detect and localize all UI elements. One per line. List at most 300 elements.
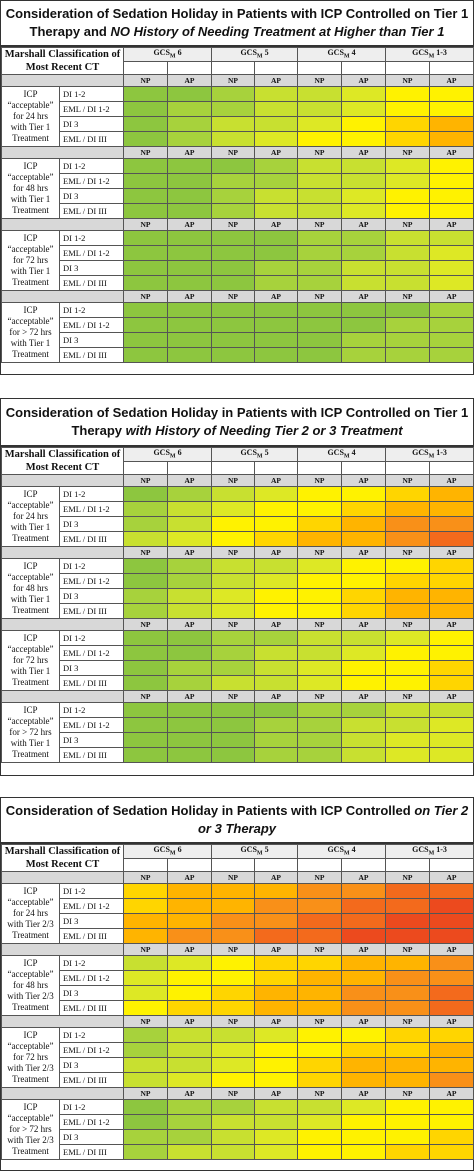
ct-class-label: DI 1-2 bbox=[60, 159, 124, 174]
icp-label-line: Treatment bbox=[12, 1146, 49, 1156]
risk-color-cell bbox=[430, 703, 474, 718]
subheader-spacer bbox=[2, 147, 124, 159]
np-column-header: NP bbox=[386, 872, 430, 884]
gcs-prefix: GCS bbox=[240, 845, 257, 855]
ap-column-header: AP bbox=[255, 147, 298, 159]
risk-color-cell bbox=[430, 986, 474, 1001]
ap-column-header: AP bbox=[342, 147, 386, 159]
risk-color-cell bbox=[168, 117, 212, 132]
risk-color-cell bbox=[255, 661, 298, 676]
risk-color-cell bbox=[255, 559, 298, 574]
gcs-group-header bbox=[298, 48, 386, 62]
risk-color-cell bbox=[342, 487, 386, 502]
gcs-group-header bbox=[124, 845, 212, 859]
grid-row bbox=[2, 532, 474, 547]
np-column-header: NP bbox=[298, 547, 342, 559]
risk-color-cell bbox=[168, 1043, 212, 1058]
risk-color-cell bbox=[212, 132, 255, 147]
risk-color-cell bbox=[298, 102, 342, 117]
risk-color-cell bbox=[212, 117, 255, 132]
np-column-header: NP bbox=[298, 475, 342, 487]
icp-label-line: ICP bbox=[23, 161, 38, 171]
gcs-subscript: M bbox=[428, 54, 435, 61]
ap-column-header: AP bbox=[168, 691, 212, 703]
ap-column-header: AP bbox=[342, 1088, 386, 1100]
risk-color-cell bbox=[168, 929, 212, 944]
icp-duration-label bbox=[2, 631, 60, 691]
risk-color-cell bbox=[298, 914, 342, 929]
risk-color-cell bbox=[430, 733, 474, 748]
icp-label-line: for > 72 hrs bbox=[9, 727, 52, 737]
grid-row bbox=[2, 559, 474, 574]
risk-color-cell bbox=[342, 261, 386, 276]
risk-color-cell bbox=[124, 1058, 168, 1073]
icp-label-line: for 72 hrs bbox=[13, 1052, 48, 1062]
grid-row bbox=[2, 631, 474, 646]
ap-column-header: AP bbox=[255, 1088, 298, 1100]
risk-color-cell bbox=[298, 574, 342, 589]
grid-row bbox=[2, 303, 474, 318]
risk-color-cell bbox=[255, 117, 298, 132]
risk-color-cell bbox=[255, 532, 298, 547]
risk-color-cell bbox=[168, 604, 212, 619]
risk-color-cell bbox=[298, 703, 342, 718]
risk-color-cell bbox=[342, 502, 386, 517]
risk-color-cell bbox=[168, 231, 212, 246]
np-column-header: NP bbox=[212, 147, 255, 159]
risk-color-cell bbox=[298, 971, 342, 986]
risk-color-cell bbox=[212, 348, 255, 363]
risk-color-cell bbox=[212, 1115, 255, 1130]
risk-color-cell bbox=[298, 899, 342, 914]
subheader-spacer bbox=[2, 291, 124, 303]
risk-color-cell bbox=[124, 276, 168, 291]
grid-row bbox=[2, 517, 474, 532]
grid-row bbox=[2, 1145, 474, 1160]
risk-color-cell bbox=[342, 1115, 386, 1130]
np-column-header: NP bbox=[298, 147, 342, 159]
ap-column-header: AP bbox=[168, 872, 212, 884]
icp-label-line: for 24 hrs bbox=[13, 908, 48, 918]
ct-class-label: EML / DI III bbox=[60, 1001, 124, 1016]
panel-title-text bbox=[5, 404, 469, 440]
risk-color-cell bbox=[342, 748, 386, 763]
risk-color-cell bbox=[386, 956, 430, 971]
risk-color-cell bbox=[298, 676, 342, 691]
gcs-prefix: GCS bbox=[327, 448, 344, 458]
np-column-header: NP bbox=[124, 872, 168, 884]
risk-color-cell bbox=[255, 748, 298, 763]
risk-color-cell bbox=[430, 532, 474, 547]
risk-color-cell bbox=[342, 661, 386, 676]
grid-row bbox=[2, 914, 474, 929]
risk-color-cell bbox=[342, 333, 386, 348]
gcs-suffix: 6 bbox=[175, 448, 182, 458]
risk-color-cell bbox=[386, 333, 430, 348]
risk-color-cell bbox=[255, 884, 298, 899]
risk-color-cell bbox=[386, 348, 430, 363]
icp-duration-label bbox=[2, 956, 60, 1016]
risk-color-cell bbox=[298, 1043, 342, 1058]
gcs-prefix: GCS bbox=[327, 845, 344, 855]
header-spacer-cell bbox=[212, 61, 255, 75]
gcs-suffix: 4 bbox=[349, 48, 356, 58]
icp-label-line: with Tier 1 bbox=[10, 194, 51, 204]
risk-color-cell bbox=[430, 487, 474, 502]
sedation-grid bbox=[1, 447, 474, 763]
risk-color-cell bbox=[430, 102, 474, 117]
np-column-header: NP bbox=[298, 691, 342, 703]
risk-color-cell bbox=[342, 899, 386, 914]
risk-color-cell bbox=[212, 87, 255, 102]
risk-color-cell bbox=[342, 1073, 386, 1088]
ap-column-header: AP bbox=[255, 547, 298, 559]
risk-color-cell bbox=[168, 318, 212, 333]
gcs-subscript: M bbox=[343, 54, 350, 61]
risk-color-cell bbox=[342, 1001, 386, 1016]
ct-class-label: EML / DI III bbox=[60, 532, 124, 547]
risk-color-cell bbox=[386, 517, 430, 532]
risk-color-cell bbox=[386, 318, 430, 333]
grid-row bbox=[2, 117, 474, 132]
risk-color-cell bbox=[168, 348, 212, 363]
risk-color-cell bbox=[124, 87, 168, 102]
ct-class-label: DI 1-2 bbox=[60, 303, 124, 318]
risk-color-cell bbox=[255, 703, 298, 718]
grid-row bbox=[2, 87, 474, 102]
ap-column-header: AP bbox=[342, 944, 386, 956]
risk-color-cell bbox=[168, 159, 212, 174]
risk-color-cell bbox=[168, 1058, 212, 1073]
risk-color-cell bbox=[430, 1001, 474, 1016]
risk-color-cell bbox=[298, 1058, 342, 1073]
np-column-header: NP bbox=[124, 619, 168, 631]
ap-column-header: AP bbox=[430, 691, 474, 703]
grid-row bbox=[2, 718, 474, 733]
risk-color-cell bbox=[255, 676, 298, 691]
risk-color-cell bbox=[124, 661, 168, 676]
risk-color-cell bbox=[386, 676, 430, 691]
risk-color-cell bbox=[386, 502, 430, 517]
risk-color-cell bbox=[255, 348, 298, 363]
risk-color-cell bbox=[212, 189, 255, 204]
risk-color-cell bbox=[342, 132, 386, 147]
gcs-prefix: GCS bbox=[412, 48, 429, 58]
risk-color-cell bbox=[212, 914, 255, 929]
icp-label-line: with Tier 1 bbox=[10, 594, 51, 604]
risk-color-cell bbox=[168, 559, 212, 574]
ap-column-header: AP bbox=[255, 291, 298, 303]
risk-color-cell bbox=[342, 574, 386, 589]
header-spacer-cell bbox=[124, 461, 168, 475]
risk-color-cell bbox=[255, 631, 298, 646]
risk-color-cell bbox=[124, 884, 168, 899]
risk-color-cell bbox=[212, 333, 255, 348]
risk-color-cell bbox=[430, 676, 474, 691]
gcs-group-header bbox=[298, 448, 386, 462]
risk-color-cell bbox=[298, 1130, 342, 1145]
ct-class-label: EML / DI III bbox=[60, 1145, 124, 1160]
np-column-header: NP bbox=[124, 147, 168, 159]
ap-column-header: AP bbox=[168, 147, 212, 159]
header-spacer-cell bbox=[386, 61, 430, 75]
risk-color-cell bbox=[430, 574, 474, 589]
grid-row bbox=[2, 986, 474, 1001]
risk-color-cell bbox=[255, 1073, 298, 1088]
risk-color-cell bbox=[342, 986, 386, 1001]
ct-class-label: DI 3 bbox=[60, 1130, 124, 1145]
gcs-prefix: GCS bbox=[412, 845, 429, 855]
ct-class-label: EML / DI III bbox=[60, 1073, 124, 1088]
gcs-group-header bbox=[212, 845, 298, 859]
risk-color-cell bbox=[430, 318, 474, 333]
risk-color-cell bbox=[298, 733, 342, 748]
risk-color-cell bbox=[298, 1001, 342, 1016]
header-spacer-cell bbox=[168, 461, 212, 475]
sedation-grid bbox=[1, 844, 474, 1160]
risk-color-cell bbox=[168, 748, 212, 763]
risk-color-cell bbox=[255, 1130, 298, 1145]
risk-color-cell bbox=[342, 303, 386, 318]
panel-title-text bbox=[5, 802, 469, 838]
header-spacer-cell bbox=[298, 61, 342, 75]
ct-class-label: DI 1-2 bbox=[60, 631, 124, 646]
ap-column-header: AP bbox=[342, 475, 386, 487]
gcs-suffix: 5 bbox=[262, 448, 269, 458]
risk-color-cell bbox=[168, 502, 212, 517]
risk-color-cell bbox=[430, 1028, 474, 1043]
risk-color-cell bbox=[212, 1028, 255, 1043]
header-spacer-cell bbox=[430, 61, 474, 75]
icp-label-line: with Tier 2/3 bbox=[7, 919, 54, 929]
risk-color-cell bbox=[124, 261, 168, 276]
risk-color-cell bbox=[298, 261, 342, 276]
icp-label-line: “acceptable” bbox=[7, 172, 54, 182]
risk-color-cell bbox=[430, 1058, 474, 1073]
gcs-suffix: 1-3 bbox=[434, 448, 447, 458]
risk-color-cell bbox=[168, 733, 212, 748]
risk-color-cell bbox=[298, 132, 342, 147]
icp-label-line: Treatment bbox=[12, 133, 49, 143]
grid-row bbox=[2, 733, 474, 748]
risk-color-cell bbox=[168, 517, 212, 532]
ct-class-label: EML / DI III bbox=[60, 676, 124, 691]
risk-color-cell bbox=[124, 589, 168, 604]
risk-color-cell bbox=[124, 1001, 168, 1016]
grid-row bbox=[2, 231, 474, 246]
risk-color-cell bbox=[298, 646, 342, 661]
risk-color-cell bbox=[342, 604, 386, 619]
ct-class-label: EML / DI III bbox=[60, 929, 124, 944]
risk-color-cell bbox=[168, 884, 212, 899]
gcs-suffix: 1-3 bbox=[434, 48, 447, 58]
risk-color-cell bbox=[212, 517, 255, 532]
risk-color-cell bbox=[342, 174, 386, 189]
grid-row bbox=[2, 487, 474, 502]
risk-color-cell bbox=[298, 559, 342, 574]
icp-label-line: “acceptable” bbox=[7, 572, 54, 582]
risk-color-cell bbox=[342, 646, 386, 661]
ct-class-label: DI 1-2 bbox=[60, 956, 124, 971]
risk-color-cell bbox=[255, 502, 298, 517]
gcs-group-header bbox=[124, 448, 212, 462]
np-column-header: NP bbox=[212, 547, 255, 559]
risk-color-cell bbox=[124, 132, 168, 147]
icp-label-line: for 24 hrs bbox=[13, 111, 48, 121]
risk-color-cell bbox=[124, 502, 168, 517]
np-column-header: NP bbox=[386, 691, 430, 703]
grid-row bbox=[2, 703, 474, 718]
risk-color-cell bbox=[430, 1115, 474, 1130]
risk-color-cell bbox=[386, 159, 430, 174]
ap-column-header: AP bbox=[255, 75, 298, 87]
subheader-spacer bbox=[2, 75, 124, 87]
risk-color-cell bbox=[342, 718, 386, 733]
risk-color-cell bbox=[255, 1058, 298, 1073]
np-column-header: NP bbox=[212, 872, 255, 884]
ct-class-label: EML / DI III bbox=[60, 348, 124, 363]
np-column-header: NP bbox=[386, 219, 430, 231]
risk-color-cell bbox=[386, 532, 430, 547]
risk-color-cell bbox=[298, 87, 342, 102]
title-part: Consideration of Sedation Holiday in Patients with ICP Controlled on Tier 1 Therapy and bbox=[5, 6, 469, 39]
header-spacer-cell bbox=[168, 858, 212, 872]
gcs-subscript: M bbox=[256, 54, 263, 61]
risk-color-cell bbox=[255, 276, 298, 291]
risk-color-cell bbox=[255, 1115, 298, 1130]
risk-color-cell bbox=[212, 899, 255, 914]
risk-color-cell bbox=[342, 159, 386, 174]
risk-color-cell bbox=[386, 929, 430, 944]
subheader-spacer bbox=[2, 944, 124, 956]
grid-row bbox=[2, 956, 474, 971]
risk-color-cell bbox=[298, 502, 342, 517]
gcs-prefix: GCS bbox=[240, 48, 257, 58]
risk-color-cell bbox=[386, 87, 430, 102]
risk-color-cell bbox=[298, 718, 342, 733]
risk-color-cell bbox=[124, 102, 168, 117]
risk-color-cell bbox=[124, 748, 168, 763]
risk-color-cell bbox=[212, 748, 255, 763]
grid-row bbox=[2, 589, 474, 604]
icp-label-line: ICP bbox=[23, 561, 38, 571]
risk-color-cell bbox=[212, 276, 255, 291]
risk-color-cell bbox=[386, 574, 430, 589]
ap-column-header: AP bbox=[168, 547, 212, 559]
ct-class-label: DI 1-2 bbox=[60, 231, 124, 246]
icp-label-line: with Tier 1 bbox=[10, 666, 51, 676]
risk-color-cell bbox=[168, 718, 212, 733]
ct-class-label: DI 3 bbox=[60, 517, 124, 532]
risk-color-cell bbox=[386, 986, 430, 1001]
risk-color-cell bbox=[255, 261, 298, 276]
risk-color-cell bbox=[430, 956, 474, 971]
header-spacer-cell bbox=[255, 858, 298, 872]
risk-color-cell bbox=[342, 559, 386, 574]
risk-color-cell bbox=[386, 1115, 430, 1130]
grid-row bbox=[2, 1058, 474, 1073]
ct-class-label: EML / DI 1-2 bbox=[60, 1043, 124, 1058]
risk-color-cell bbox=[255, 718, 298, 733]
np-column-header: NP bbox=[124, 291, 168, 303]
risk-color-cell bbox=[298, 748, 342, 763]
icp-label-line: “acceptable” bbox=[7, 969, 54, 979]
header-spacer-cell bbox=[386, 461, 430, 475]
np-column-header: NP bbox=[386, 75, 430, 87]
risk-color-cell bbox=[124, 333, 168, 348]
ap-column-header: AP bbox=[168, 619, 212, 631]
risk-color-cell bbox=[430, 517, 474, 532]
panel-title bbox=[1, 798, 473, 844]
np-column-header: NP bbox=[386, 547, 430, 559]
risk-color-cell bbox=[430, 748, 474, 763]
ct-class-label: DI 3 bbox=[60, 333, 124, 348]
risk-color-cell bbox=[298, 986, 342, 1001]
risk-color-cell bbox=[342, 246, 386, 261]
risk-color-cell bbox=[386, 1058, 430, 1073]
ct-class-label: EML / DI 1-2 bbox=[60, 899, 124, 914]
marshall-classification-header: Marshall Classification of Most Recent CT bbox=[2, 845, 124, 872]
gcs-prefix: GCS bbox=[153, 845, 170, 855]
risk-color-cell bbox=[298, 631, 342, 646]
ap-column-header: AP bbox=[342, 219, 386, 231]
icp-label-line: with Tier 2/3 bbox=[7, 1135, 54, 1145]
risk-color-cell bbox=[255, 189, 298, 204]
risk-color-cell bbox=[255, 589, 298, 604]
icp-label-line: for 48 hrs bbox=[13, 183, 48, 193]
risk-color-cell bbox=[255, 929, 298, 944]
risk-color-cell bbox=[386, 261, 430, 276]
risk-color-cell bbox=[430, 1145, 474, 1160]
icp-label-line: for 48 hrs bbox=[13, 980, 48, 990]
grid-row bbox=[2, 261, 474, 276]
ct-class-label: DI 3 bbox=[60, 1058, 124, 1073]
risk-color-cell bbox=[342, 189, 386, 204]
ct-class-label: DI 3 bbox=[60, 589, 124, 604]
gcs-subscript: M bbox=[343, 454, 350, 461]
gcs-group-header bbox=[212, 448, 298, 462]
risk-color-cell bbox=[212, 231, 255, 246]
icp-label-line: Treatment bbox=[12, 277, 49, 287]
risk-color-cell bbox=[255, 1043, 298, 1058]
gcs-subscript: M bbox=[169, 851, 176, 858]
grid-row bbox=[2, 502, 474, 517]
risk-color-cell bbox=[430, 589, 474, 604]
grid-row bbox=[2, 1073, 474, 1088]
risk-color-cell bbox=[342, 1058, 386, 1073]
np-column-header: NP bbox=[386, 1016, 430, 1028]
icp-duration-label bbox=[2, 1028, 60, 1088]
risk-color-cell bbox=[212, 318, 255, 333]
risk-color-cell bbox=[168, 87, 212, 102]
ct-class-label: DI 1-2 bbox=[60, 559, 124, 574]
risk-color-cell bbox=[255, 318, 298, 333]
icp-label-line: with Tier 1 bbox=[10, 266, 51, 276]
risk-color-cell bbox=[342, 231, 386, 246]
risk-color-cell bbox=[212, 261, 255, 276]
ct-class-label: EML / DI 1-2 bbox=[60, 246, 124, 261]
icp-duration-label bbox=[2, 1100, 60, 1160]
risk-color-cell bbox=[386, 132, 430, 147]
ap-column-header: AP bbox=[430, 1088, 474, 1100]
ap-column-header: AP bbox=[255, 872, 298, 884]
grid-row bbox=[2, 1130, 474, 1145]
risk-color-cell bbox=[430, 1073, 474, 1088]
risk-color-cell bbox=[212, 631, 255, 646]
risk-color-cell bbox=[124, 532, 168, 547]
icp-label-line: ICP bbox=[23, 958, 38, 968]
np-column-header: NP bbox=[212, 75, 255, 87]
